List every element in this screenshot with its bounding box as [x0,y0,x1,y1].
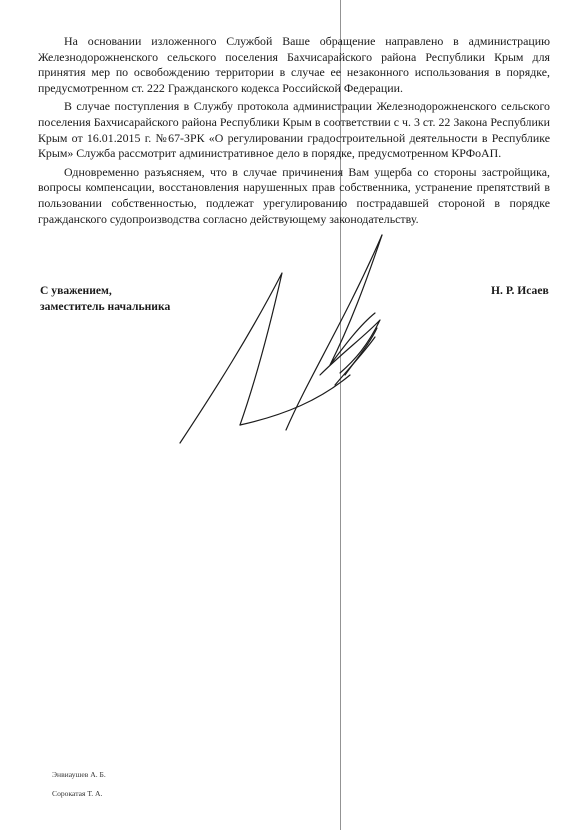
closing-position: заместитель начальника [40,299,171,313]
paragraph-clarification: Одновременно разъясняем, что в случае причинения Вам ущерба со стороны застройщика, вопросы компенсации, восстановления нарушенных прав собственника, устранение препятствий в пользовании собственностью, подлежат урегулированию пострадавшей стороной в порядке гражданского судопроизводства согласно действующему законодательству. [38,164,550,226]
closing-greeting: С уважением, [40,284,112,297]
executor-name: Энвиаушев А. Б. [52,770,106,779]
letter-body [38,34,550,230]
executors-block [52,765,106,803]
closing-block [40,283,170,314]
paragraph-protocol: В случае поступления в Службу протокола администрации Железнодорожненского сельского поселения Бахчисарайского района Республики Крым в соответствии с ч. 3 ст. 22 Закона Республики Крым от 16.01.2015 г. №67-ЗРК «О регулировании градостроительной деятельности в Республике Крым» Служба рассмотрит административное дело в порядке, предусмотренном КРФоАП. [38,99,550,161]
handwritten-signature [170,225,410,450]
paragraph-redirect: На основании изложенного Службой Ваше обращение направлено в администрацию Железнодорожненского сельского поселения Бахчисарайского района Республики Крым для принятия мер по освобождению территории в случае ее незаконного использования в порядке, предусмотренном ст. 222 Гражданского кодекса Российской Федерации. [38,34,550,95]
executor-name: Сорокатая Т. А. [52,789,103,798]
signer-name: Н. Р. Исаев [491,284,549,297]
